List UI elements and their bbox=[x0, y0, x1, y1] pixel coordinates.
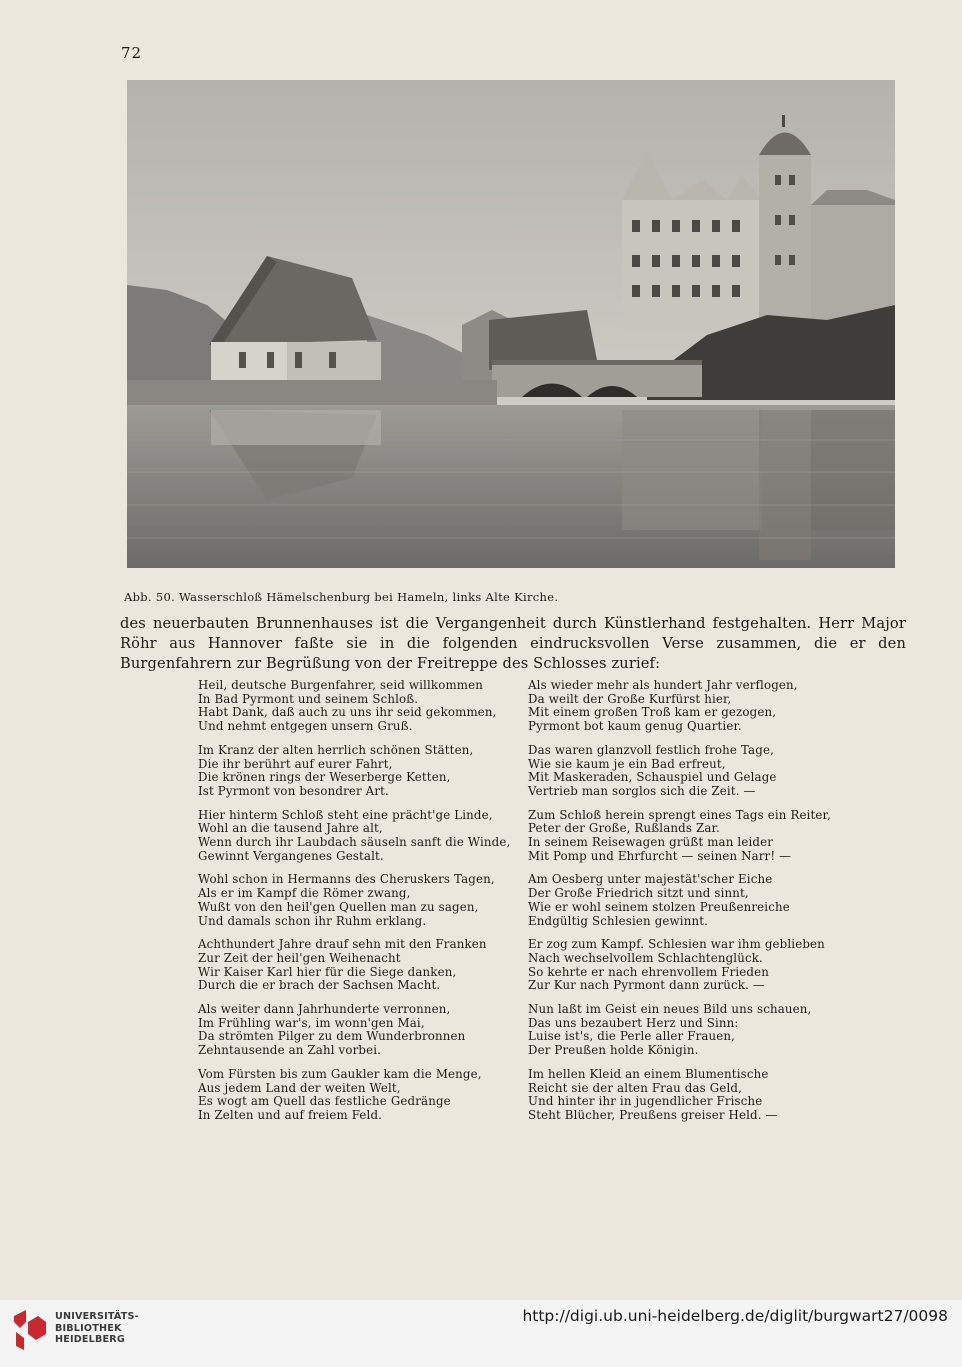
verse-line: Luise ist's, die Perle aller Frauen, bbox=[528, 1029, 736, 1044]
verse-line: Er zog zum Kampf. Schlesien war ihm geblieben bbox=[528, 937, 825, 952]
verse-line: Als wieder mehr als hundert Jahr verflogen, bbox=[528, 678, 798, 692]
poem-stanza bbox=[528, 679, 863, 734]
verse-line: Und nehmt entgegen unsern Gruß. bbox=[198, 719, 413, 734]
verse-line: Wir Kaiser Karl hier für die Siege danken, bbox=[198, 964, 457, 979]
verse-line: Da strömten Pilger zu dem Wunderbronnen bbox=[198, 1029, 466, 1044]
verse-line: Zur Zeit der heil'gen Weihenacht bbox=[198, 950, 401, 965]
verse-line: Wie er wohl seinem stolzen Preußenreiche bbox=[528, 899, 790, 914]
intro-paragraph: des neuerbauten Brunnenhauses ist die Vergangenheit durch Künstlerhand festgehalten. Herr Major Röhr aus Hannover faßte sie in die folgenden eindrucksvollen Verse zusammen, die er den Burgenfahrern zur Begrüßung von der Freitreppe des Schlosses zurief: bbox=[120, 615, 906, 672]
verse-line: Endgültig Schlesien gewinnt. bbox=[528, 913, 708, 928]
verse-line: Das waren glanzvoll festlich frohe Tage, bbox=[528, 742, 774, 757]
verse-line: Zehntausende an Zahl vorbei. bbox=[198, 1043, 382, 1058]
poem-left-column bbox=[198, 679, 533, 1133]
poem-stanza bbox=[198, 744, 533, 799]
verse-line: Mit Pomp und Ehrfurcht — seinen Narr! — bbox=[528, 848, 792, 863]
poem-stanza bbox=[528, 873, 863, 928]
poem-stanza bbox=[528, 938, 863, 993]
library-name-line: BIBLIOTHEK bbox=[55, 1322, 122, 1334]
verse-line: Vertrieb man sorglos sich die Zeit. — bbox=[528, 783, 756, 798]
verse-line: Zur Kur nach Pyrmont dann zurück. — bbox=[528, 978, 765, 993]
verse-line: Im hellen Kleid an einem Blumentische bbox=[528, 1066, 769, 1081]
verse-line: Da weilt der Große Kurfürst hier, bbox=[528, 691, 732, 706]
library-logo-icon bbox=[12, 1308, 48, 1352]
poem-stanza bbox=[528, 1068, 863, 1123]
poem-stanza bbox=[198, 873, 533, 928]
library-name-line: HEIDELBERG bbox=[55, 1334, 125, 1346]
page-number: 72 bbox=[121, 44, 143, 62]
poem-stanza bbox=[528, 744, 863, 799]
verse-line: Peter der Große, Rußlands Zar. bbox=[528, 821, 720, 836]
verse-line: Und damals schon ihr Ruhm erklang. bbox=[198, 913, 427, 928]
verse-line: Aus jedem Land der weiten Welt, bbox=[198, 1080, 401, 1095]
verse-line: Vom Fürsten bis zum Gaukler kam die Menge, bbox=[198, 1066, 482, 1081]
verse-line: Im Kranz der alten herrlich schönen Stätten, bbox=[198, 742, 474, 757]
source-url-link[interactable]: http://digi.ub.uni-heidelberg.de/diglit/burgwart27/0098 bbox=[522, 1307, 948, 1325]
verse-line: In Zelten und auf freiem Feld. bbox=[198, 1107, 383, 1122]
photo-caption: Abb. 50. Wasserschloß Hämelschenburg bei Hameln, links Alte Kirche. bbox=[124, 590, 559, 604]
poem-stanza bbox=[198, 1068, 533, 1123]
verse-line: Der Große Friedrich sitzt und sinnt, bbox=[528, 886, 749, 901]
verse-line: Wie sie kaum je ein Bad erfreut, bbox=[528, 756, 726, 771]
verse-line: Am Oesberg unter majestät'scher Eiche bbox=[528, 872, 773, 887]
verse-line: Es wogt am Quell das festliche Gedränge bbox=[198, 1094, 451, 1109]
verse-line: Wohl an die tausend Jahre alt, bbox=[198, 821, 383, 836]
verse-line: Wenn durch ihr Laubdach säuseln sanft die Winde, bbox=[198, 835, 511, 850]
poem-stanza bbox=[528, 1003, 863, 1058]
verse-line: Nach wechselvollem Schlachtenglück. bbox=[528, 950, 763, 965]
library-name bbox=[55, 1311, 139, 1346]
verse-line: Zum Schloß herein sprengt eines Tags ein Reiter, bbox=[528, 807, 831, 822]
verse-line: Pyrmont bot kaum genug Quartier. bbox=[528, 719, 742, 734]
poem-right-column bbox=[528, 679, 863, 1133]
verse-line: Durch die er brach der Sachsen Macht. bbox=[198, 978, 441, 993]
verse-line: Die ihr berührt auf eurer Fahrt, bbox=[198, 756, 393, 771]
verse-line: So kehrte er nach ehrenvollem Frieden bbox=[528, 964, 770, 979]
verse-line: Achthundert Jahre drauf sehn mit den Franken bbox=[198, 937, 487, 952]
verse-line: Heil, deutsche Burgenfahrer, seid willkommen bbox=[198, 678, 484, 692]
library-name-line: UNIVERSITÄTS- bbox=[55, 1311, 139, 1322]
verse-line: Gewinnt Vergangenes Gestalt. bbox=[198, 848, 384, 863]
poem-stanza bbox=[198, 679, 533, 734]
verse-line: Wohl schon in Hermanns des Cheruskers Tagen, bbox=[198, 872, 495, 887]
verse-line: Reicht sie der alten Frau das Geld, bbox=[528, 1080, 743, 1095]
verse-line: Als er im Kampf die Römer zwang, bbox=[198, 886, 411, 901]
poem-stanza bbox=[198, 1003, 533, 1058]
verse-line: Wußt von den heil'gen Quellen man zu sagen, bbox=[198, 899, 479, 914]
verse-line: In seinem Reisewagen grüßt man leider bbox=[528, 835, 773, 850]
verse-line: Die krönen rings der Weserberge Ketten, bbox=[198, 770, 451, 785]
poem-stanza bbox=[198, 809, 533, 864]
verse-line: Als weiter dann Jahrhunderte verronnen, bbox=[198, 1002, 451, 1017]
verse-line: Im Frühling war's, im wonn'gen Mai, bbox=[198, 1015, 425, 1030]
verse-line: Ist Pyrmont von besondrer Art. bbox=[198, 783, 389, 798]
poem-stanza bbox=[528, 809, 863, 864]
verse-line: Steht Blücher, Preußens greiser Held. — bbox=[528, 1107, 778, 1122]
verse-line: Der Preußen holde Königin. bbox=[528, 1043, 699, 1058]
verse-line: Habt Dank, daß auch zu uns ihr seid gekommen, bbox=[198, 705, 497, 720]
verse-line: Nun laßt im Geist ein neues Bild uns schauen, bbox=[528, 1002, 812, 1017]
verse-line: Und hinter ihr in jugendlicher Frische bbox=[528, 1094, 763, 1109]
verse-line: In Bad Pyrmont und seinem Schloß. bbox=[198, 691, 419, 706]
verse-line: Das uns bezaubert Herz und Sinn: bbox=[528, 1015, 739, 1030]
verse-line: Hier hinterm Schloß steht eine prächt'ge Linde, bbox=[198, 807, 493, 822]
poem-stanza bbox=[198, 938, 533, 993]
verse-line: Mit Maskeraden, Schauspiel und Gelage bbox=[528, 770, 777, 785]
verse-line: Mit einem großen Troß kam er gezogen, bbox=[528, 705, 777, 720]
castle-photograph bbox=[127, 80, 895, 568]
